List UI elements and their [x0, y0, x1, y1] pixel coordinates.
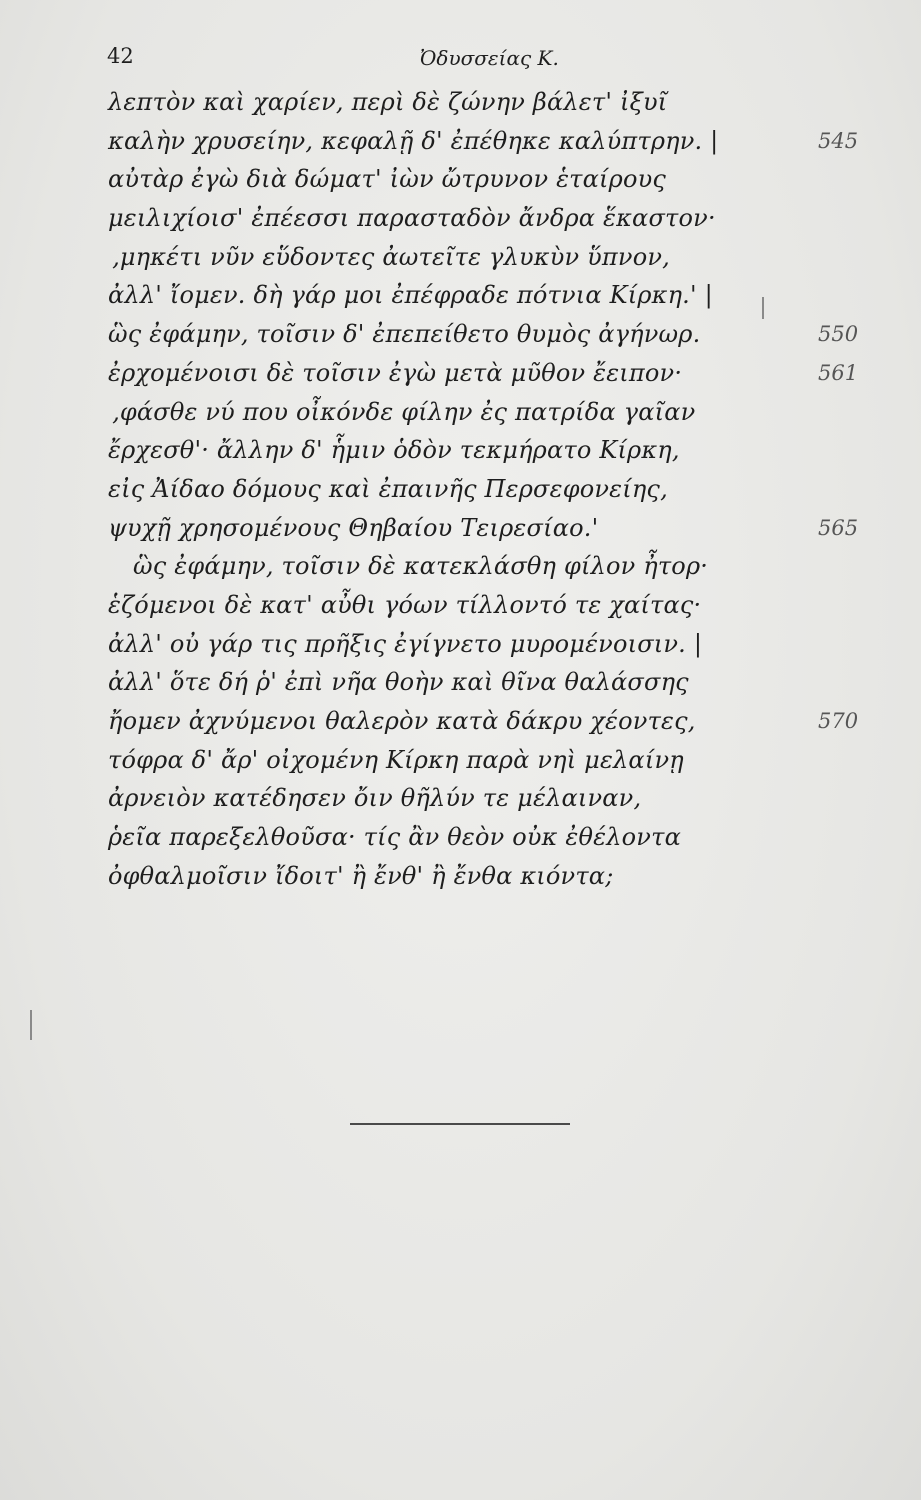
verse-line	[0, 394, 921, 433]
line-number: 561	[818, 360, 859, 385]
verse-line	[0, 161, 921, 200]
line-number: 545	[818, 128, 859, 153]
verse-line	[0, 587, 921, 626]
verse-text: ἀλλ' οὐ γάρ τις πρῆξις ἐγίγνετο μυρομένοισιν. |	[108, 629, 703, 658]
verse-text: ‚φάσθε νύ που οἶκόνδε φίλην ἐς πατρίδα γαῖαν	[112, 397, 696, 426]
verse-text: λεπτὸν καὶ χαρίεν, περὶ δὲ ζώνην βάλετ' ἰξυῖ	[108, 88, 668, 116]
verse-text: ἀλλ' ὅτε δή ῥ' ἐπὶ νῆα θοὴν καὶ θῖνα θαλάσσης	[108, 668, 689, 697]
verse-text: αὐτὰρ ἐγὼ διὰ δώματ' ἰὼν ὤτρυνον ἑταίρους	[108, 165, 667, 194]
verse-block	[0, 84, 921, 896]
verse-line	[0, 780, 921, 819]
verse-text: ῥεῖα παρεξελθοῦσα· τίς ἂν θεὸν οὐκ ἐθέλοντα	[108, 823, 681, 852]
verse-line	[0, 84, 921, 123]
verse-text: ἑζόμενοι δὲ κατ' αὖθι γόων τίλλοντό τε χαίτας·	[108, 590, 702, 619]
verse-text: ἀρνειὸν κατέδησεν ὄιν θῆλύν τε μέλαιναν,	[108, 784, 642, 813]
end-rule	[350, 1123, 570, 1125]
verse-line	[0, 819, 921, 858]
print-speck	[762, 297, 764, 319]
verse-line	[0, 626, 921, 665]
verse-text: ἔρχεσθ'· ἄλλην δ' ἧμιν ὁδὸν τεκμήρατο Κίρκη,	[108, 436, 680, 465]
verse-text: μειλιχίοισ' ἐπέεσσι παρασταδὸν ἄνδρα ἕκαστον·	[108, 204, 716, 233]
verse-line	[0, 858, 921, 897]
verse-text: ὣς ἐφάμην, τοῖσιν δ' ἐπεπείθετο θυμὸς ἀγήνωρ.	[108, 320, 701, 349]
line-number: 565	[818, 515, 859, 540]
verse-line	[0, 239, 921, 278]
verse-line	[0, 123, 921, 162]
verse-line	[0, 510, 921, 549]
verse-line	[0, 200, 921, 239]
verse-text: ἐρχομένοισι δὲ τοῖσιν ἐγὼ μετὰ μῦθον ἔειπον·	[108, 358, 683, 387]
verse-line	[0, 316, 921, 355]
verse-line	[0, 432, 921, 471]
verse-line	[0, 742, 921, 781]
verse-line	[0, 355, 921, 394]
verse-line	[0, 277, 921, 316]
verse-line	[0, 664, 921, 703]
verse-text: ὣς ἐφάμην, τοῖσιν δὲ κατεκλάσθη φίλον ἦτορ·	[133, 552, 709, 581]
verse-line	[0, 548, 921, 587]
print-speck	[30, 1010, 32, 1040]
verse-text: ‚μηκέτι νῦν εὕδοντες ἀωτεῖτε γλυκὺν ὕπνον,	[112, 242, 670, 271]
page-number: 42	[107, 44, 134, 68]
verse-line	[0, 703, 921, 742]
line-number: 570	[818, 709, 859, 733]
verse-text: καλὴν χρυσείην, κεφαλῇ δ' ἐπέθηκε καλύπτρην. |	[108, 126, 719, 155]
verse-text: ἤομεν ἀχνύμενοι θαλερὸν κατὰ δάκρυ χέοντες,	[108, 707, 696, 735]
running-title: Ὀδυσσείας Κ.	[420, 46, 559, 70]
running-head	[0, 44, 921, 74]
verse-text: τόφρα δ' ἄρ' οἰχομένη Κίρκη παρὰ νηὶ μελαίνῃ	[108, 745, 684, 774]
verse-text: εἰς Ἀίδαο δόμους καὶ ἐπαινῆς Περσεφονείης,	[108, 474, 668, 503]
line-number: 550	[818, 322, 859, 347]
verse-text: ὀφθαλμοῖσιν ἴδοιτ' ἢ ἔνθ' ἢ ἔνθα κιόντα;	[108, 861, 614, 890]
verse-text: ψυχῇ χρησομένους Θηβαίου Τειρεσίαο.'	[108, 513, 599, 542]
verse-text: ἀλλ' ἴομεν. δὴ γάρ μοι ἐπέφραδε πότνια Κίρκη.' |	[108, 281, 713, 310]
verse-line	[0, 471, 921, 510]
